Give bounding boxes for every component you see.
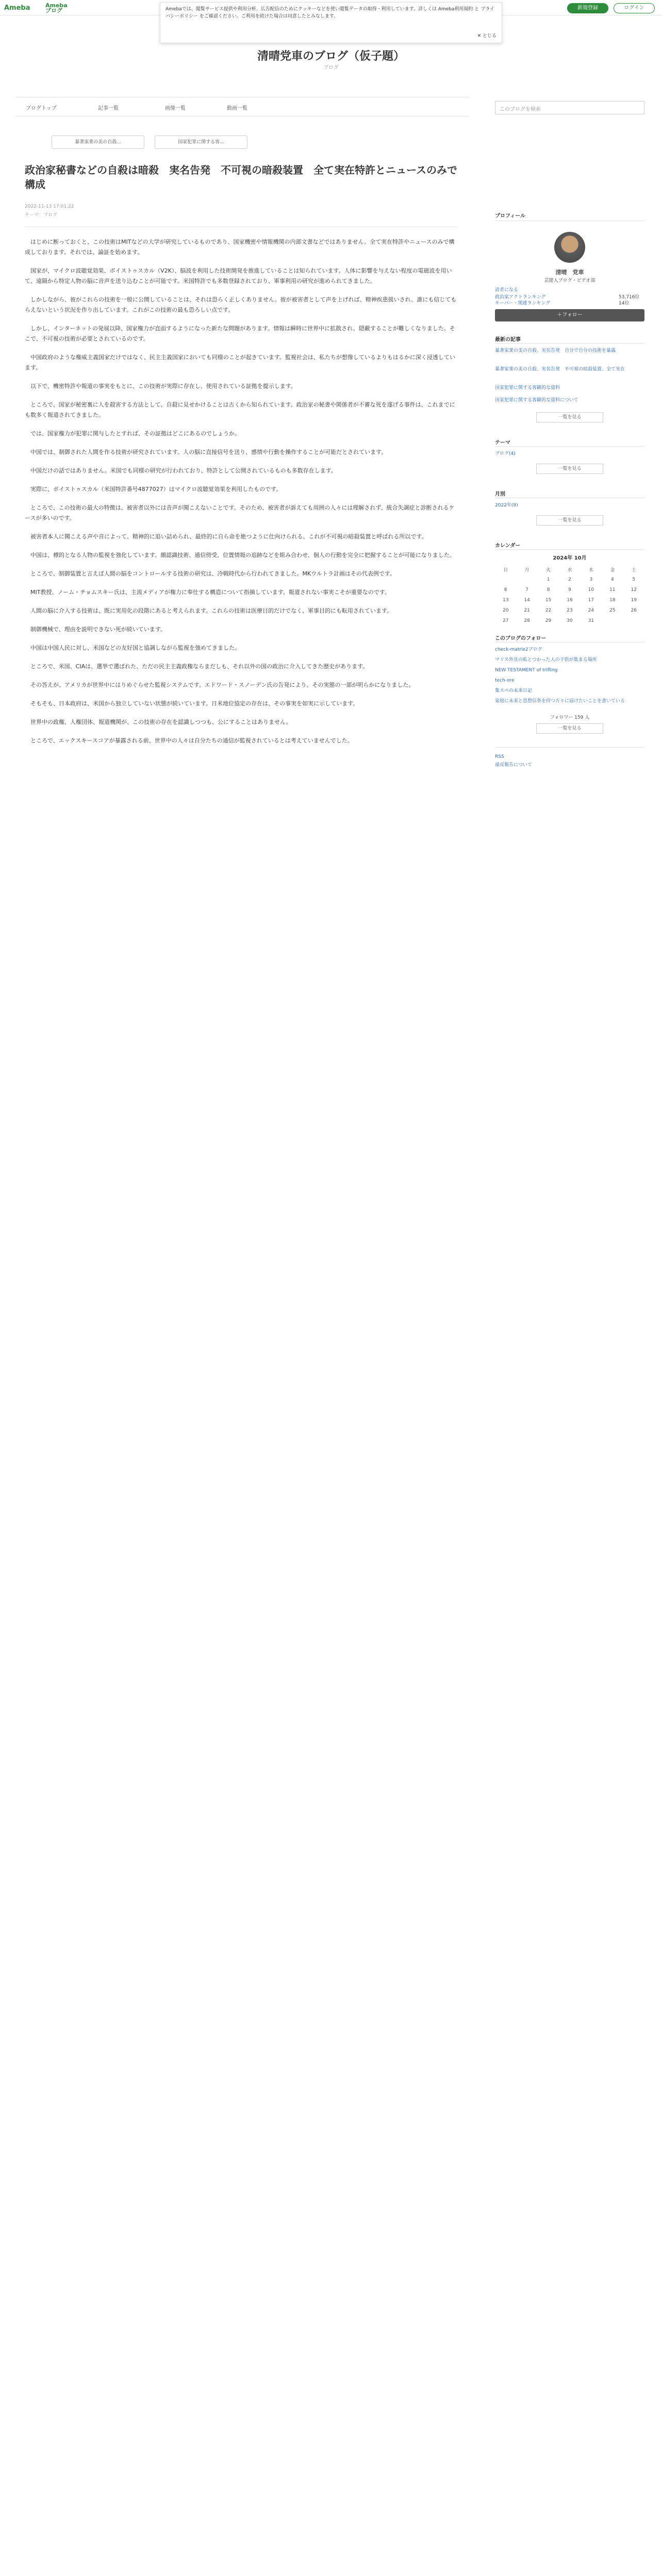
calendar-day: 14 xyxy=(524,598,530,603)
calendar-weekday: 土 xyxy=(631,567,636,573)
archive-more-button[interactable]: 一覧を見る xyxy=(536,515,603,526)
calendar-day: 5 xyxy=(632,577,636,582)
article-paragraph: 中国だけの話ではありません。米国でも同様の研究が行われており、特許として公開されているものも多数存在します。 xyxy=(30,467,337,474)
ameba-blog-logo[interactable]: Ameba ブログ xyxy=(45,2,68,14)
calendar xyxy=(495,553,644,626)
calendar-day: 13 xyxy=(502,598,509,603)
calendar-weekday: 金 xyxy=(610,567,615,573)
notice-close-button[interactable]: ✕ とじる xyxy=(477,33,496,39)
follow-list-item[interactable]: 家庭に未来と思想信条を持つ方々に届けたいことを書いている xyxy=(495,699,625,704)
calendar-day xyxy=(516,574,537,585)
article-paragraph: 制御機械で、理由を説明できない死が続いています。 xyxy=(30,626,166,633)
blog-nav xyxy=(15,97,469,116)
nav-video-list[interactable]: 動画一覧 xyxy=(227,106,247,111)
article-paragraph: 中国では、制御された人間を作る技術が研究されています。人の脳に直接信号を送り、感情や行動を操作することが可能だとされています。 xyxy=(30,449,387,455)
article-paragraph: 世界中の政権、人権団体、報道機関が、この技術の存在を認識しつつも、公にすることはありません。 xyxy=(30,719,292,725)
calendar-day: 3 xyxy=(589,577,593,582)
article-paragraph: では、国家権力が犯罪に関与したとすれば、その証拠はどこにあるのでしょうか。 xyxy=(30,430,240,437)
archive-item[interactable]: 2022年(9) xyxy=(495,503,518,508)
calendar-day: 27 xyxy=(502,618,509,623)
article-paragraph: はじめに断っておくと、この技術はMITなどの大学が研究しているものであり、国家機密や情報機関の内部文書などではありません。全て実在特許やニュースのみで構成しております。それでは、論証を始めます。 xyxy=(25,239,455,256)
calendar-day xyxy=(623,616,644,626)
article-paragraph: ところで、この技術の最大の特徴は、被害者以外には音声が聞こえないことです。そのため、被害者が訴えても周囲の人々には理解されず、統合失調症と診断されるケースが多いのです。 xyxy=(25,504,455,521)
article-paragraph: 中国は、標的となる人物の監視を強化しています。顔認識技術、通信傍受、位置情報の追跡などを組み合わせ、個人の行動を完全に把握することが可能になりました。 xyxy=(30,552,455,558)
register-button[interactable]: 新規登録 xyxy=(567,3,608,13)
nav-article-list[interactable]: 記事一覧 xyxy=(98,106,119,111)
calendar-day: 26 xyxy=(631,608,637,613)
follow-button[interactable]: ＋フォロー xyxy=(495,309,644,321)
article-paragraph: MIT教授、ノーム・チョムスキー氏は、主流メディアが権力に奉仕する構造について指摘しています。報道されない事実こそが重要なのです。 xyxy=(30,589,390,596)
archive-heading: 月別 xyxy=(495,492,505,497)
follow-list-item[interactable]: マリス外見の私とつかった人の子供が集まる場所 xyxy=(495,657,597,663)
calendar-day: 25 xyxy=(609,608,616,613)
ranking-1-value: 53,716位 xyxy=(619,295,640,300)
calendar-day: 9 xyxy=(568,587,571,592)
follow-more-button[interactable]: 一覧を見る xyxy=(536,723,603,734)
calendar-table xyxy=(495,564,644,626)
recent-item[interactable]: 暴著家業の美の自殺、実名告発 自分で自分の技術を暴露 xyxy=(495,348,616,353)
calendar-day: 19 xyxy=(631,598,637,603)
calendar-day: 28 xyxy=(524,618,530,623)
article-paragraph: 中国政府のような権威主義国家だけではなく、民主主義国家においても同様のことが起きています。監視社会は、私たちが想像しているよりもはるかに深く浸透しています。 xyxy=(25,354,455,371)
article-title[interactable]: 政治家秘書などの自殺は暗殺 実名告発 不可視の暗殺装置 全て実在特許とニュースのみで構成 xyxy=(25,164,457,191)
calendar-day: 21 xyxy=(524,608,530,613)
recent-item[interactable]: 暴著家業の美の自殺、実名告発 不可視の暗殺装置、全て実在 xyxy=(495,367,625,372)
report-link[interactable]: 違反報告について xyxy=(495,762,532,768)
article-paragraph: ところで、国家が秘密裏に人を殺害する方法として、自殺に見せかけることは古くから知られています。政治家の秘書や関係者が不審な死を遂げる事件は、これまでにも数多く報道されてきました。 xyxy=(25,401,455,418)
ranking-2-label[interactable]: キーパー・関連ランキング xyxy=(495,301,551,306)
blog-title[interactable]: 清晴党車のブログ（仮子題） xyxy=(257,50,405,63)
nav-blog-top[interactable]: ブログトップ xyxy=(26,106,57,111)
article-paragraph: 国家が、マイクロ波聴覚効果、ボイストゥスカル（V2K）、脳波を利用した技術開発を推進していることは知られています。人体に影響を与えない程度の電磁波を用いて、遠隔から特定人物の脳に音声を送り込むことが可能です。米国特許でも多数登録されており、軍事利用の研究が進められてきました。 xyxy=(25,267,452,284)
calendar-day xyxy=(495,574,516,585)
profile-heading: プロフィール xyxy=(495,213,525,219)
follow-list-item[interactable]: 集スペの未来日記 xyxy=(495,688,533,693)
calendar-day: 16 xyxy=(567,598,573,603)
theme-more-button[interactable]: 一覧を見る xyxy=(536,464,603,474)
article-date: 2022-11-13 17:01:22 xyxy=(25,204,74,209)
search-input[interactable]: このブログを検索 xyxy=(495,101,644,114)
calendar-day: 7 xyxy=(525,587,528,592)
login-button[interactable]: ログイン xyxy=(614,3,655,13)
ranking-1-label[interactable]: 政治家アクトランキング xyxy=(495,295,546,300)
ranking-2-value: 14位 xyxy=(619,301,630,306)
calendar-title: 2024年 10月 xyxy=(553,555,587,561)
article-paragraph: 中国は中国人民に対し、米国などの友好国と協調しながら監視を強めてきました。 xyxy=(30,645,240,651)
article-paragraph: 人間の脳に介入する技術は、既に実用化の段階にあると考えられます。これらの技術は医療目的だけでなく、軍事目的にも転用されています。 xyxy=(30,607,393,614)
calendar-day: 1 xyxy=(547,577,550,582)
reader-link[interactable]: 読者になる xyxy=(495,287,519,293)
calendar-day: 4 xyxy=(610,577,614,582)
cookie-notice xyxy=(160,2,502,43)
divider xyxy=(495,549,644,550)
calendar-weekday: 日 xyxy=(503,567,508,573)
recent-more-button[interactable]: 一覧を見る xyxy=(536,412,603,422)
calendar-day: 23 xyxy=(567,608,573,613)
rss-link[interactable]: RSS xyxy=(495,754,504,759)
profile-name[interactable]: 清晴 党車 xyxy=(555,269,584,276)
article-paragraph: 実際に、ボイストゥスカル（米国特許番号4877027）はマイクロ波聴覚効果を利用したものです。 xyxy=(30,486,282,493)
blog-subtitle: ブログ xyxy=(323,65,339,71)
calendar-weekday: 木 xyxy=(588,567,593,573)
calendar-day: 11 xyxy=(609,587,616,592)
calendar-day: 10 xyxy=(588,587,594,592)
article-paragraph: 被害者本人に聞こえる声や音によって、精神的に追い詰められ、最終的に自ら命を絶つように仕向けられる。これが不可視の暗殺装置と呼ばれる所以です。 xyxy=(30,533,427,540)
calendar-day xyxy=(602,616,623,626)
article-paragraph: ところで、エックスキースコアが暴露される前、世界中の人々は自分たちの通信が監視されているとは考えていませんでした。 xyxy=(30,737,353,744)
calendar-day: 22 xyxy=(545,608,552,613)
calendar-day: 12 xyxy=(631,587,637,592)
divider xyxy=(495,446,644,447)
recent-item[interactable]: 国家犯罪に関する客観的な資料 xyxy=(495,385,560,391)
article-body xyxy=(25,237,458,2576)
calendar-day: 18 xyxy=(609,598,616,603)
article-paragraph: ところで、米国、CIAは、選挙で選ばれた、ただの民主主義政権ならまだしも、それ以外の国の政治に介入してきた歴史があります。 xyxy=(30,663,369,670)
article-paragraph: 以下で、機密特許や報道の事実をもとに、この技術が実際に存在し、使用されている証拠を提示します。 xyxy=(30,383,296,389)
calendar-weekday: 火 xyxy=(546,567,551,573)
calendar-day: 29 xyxy=(545,618,552,623)
article-paragraph: そもそも、日本政府は、米国から独立していない状態が続いています。日米地位協定の存在は、その事実を如実に示しています。 xyxy=(30,700,359,707)
profile-category: 芸能人ブログ・ビデオ部 xyxy=(544,278,595,283)
prev-article-button[interactable]: 暴著家業の美の自殺... xyxy=(52,135,144,149)
nav-image-list[interactable]: 画像一覧 xyxy=(165,106,186,111)
calendar-day: 30 xyxy=(567,618,573,623)
calendar-day: 2 xyxy=(568,577,571,582)
theme-heading: テーマ xyxy=(495,440,510,446)
calendar-day: 15 xyxy=(545,598,552,603)
calendar-day: 20 xyxy=(502,608,509,613)
article-paragraph: ところで、制御装置と言えば人間の脳をコントロールする技術の研究は、冷戦時代から行われてきました。MKウルトラ計画はその代表例です。 xyxy=(30,570,395,577)
calendar-day: 24 xyxy=(588,608,594,613)
recent-item[interactable]: 国家犯罪に関する客観的な資料について xyxy=(495,398,578,403)
follow-list-heading: このブログのフォロー xyxy=(495,636,547,641)
calendar-weekday: 水 xyxy=(567,567,572,573)
calendar-day: 31 xyxy=(588,618,594,623)
follower-count[interactable]: フォロワー 159 人 xyxy=(550,715,590,720)
recent-heading: 最新の記事 xyxy=(495,337,521,343)
calendar-heading: カレンダー xyxy=(495,543,521,549)
theme-item[interactable]: ブログ(4) xyxy=(495,451,516,456)
divider xyxy=(495,343,644,344)
calendar-day: 17 xyxy=(588,598,594,603)
follow-list-item[interactable]: NEW TESTAMENT of trifling xyxy=(495,668,558,673)
follow-list-item[interactable]: check-matrix2ブログ xyxy=(495,647,542,652)
calendar-day: 6 xyxy=(504,587,507,592)
article-paragraph: その答えが、アメリカが世界中にはりめぐらせた監視システムです。エドワード・スノーデン氏の告発により、その実態の一部が明らかになりました。 xyxy=(30,682,415,688)
calendar-day: 8 xyxy=(547,587,550,592)
article-paragraph: しかし、インターネットの発展以降、国家権力が直面するようになった新たな問題があります。情報は瞬時に世界中に拡散され、隠蔽することが難しくなりました。そこで、不可視の技術が必要とされているのです。 xyxy=(25,325,455,342)
calendar-weekday: 月 xyxy=(524,567,529,573)
article-theme[interactable]: テーマ：ブログ xyxy=(25,213,58,218)
ameba-logo[interactable]: Ameba xyxy=(4,4,30,12)
article-paragraph: しかしながら、彼がこれらの技術を一般に公開していることは、それは恐らく正しくありません。彼が被害者として声を上げれば、精神疾患扱いされ、誰にも信じてもらえないという状況を作り出しています。これがこの技術の最も恐ろしい点です。 xyxy=(25,296,457,313)
follow-list-item[interactable]: tech-ore xyxy=(495,678,515,683)
divider xyxy=(495,747,644,748)
cookie-notice-text: Amebaでは、閲覧サービス提供や利用分析、広告配信のためにクッキーなどを使い閲覧データの取得・利用しています。詳しくは Ameba利用規約 と プライバシーポリシー をご確認ください。ご利用を続けた場合は同意したとみなします。 xyxy=(166,7,494,19)
avatar[interactable] xyxy=(554,232,585,263)
next-article-button[interactable]: 国家犯罪に関する客... xyxy=(155,135,247,149)
